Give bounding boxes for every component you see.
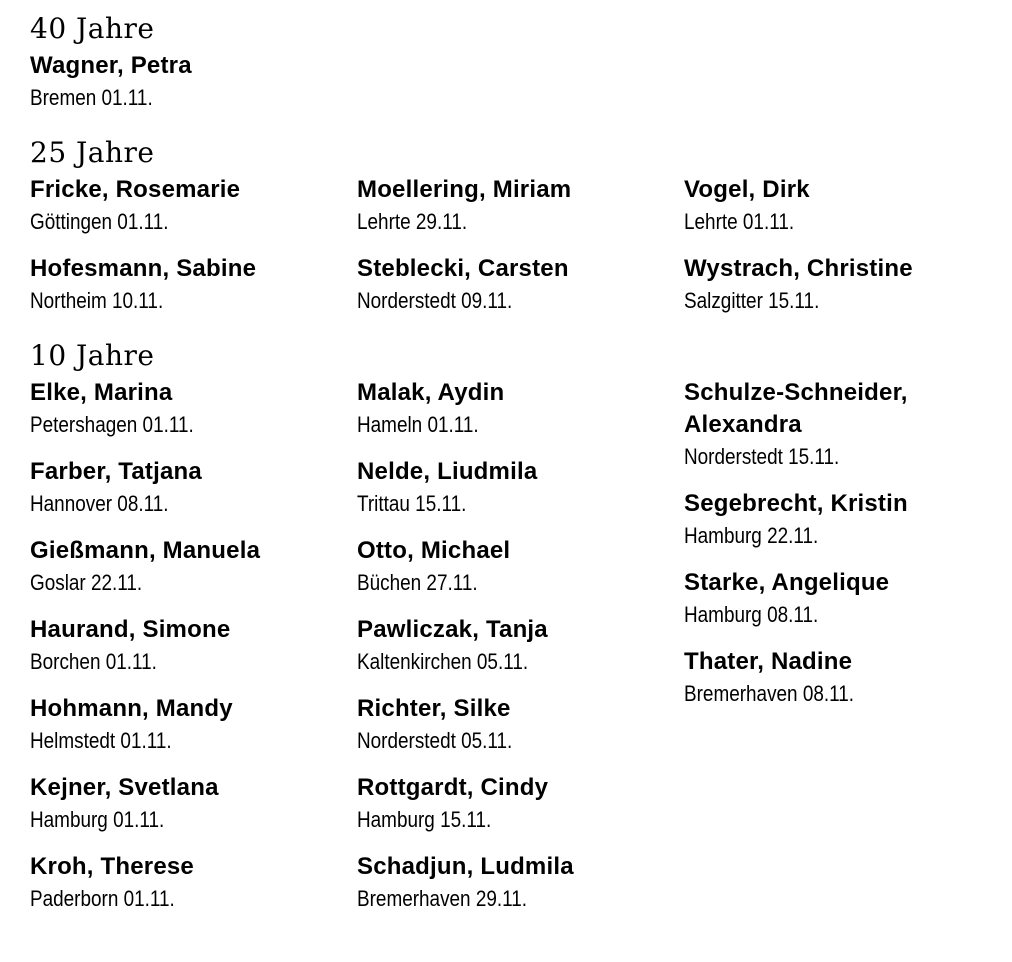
entry-place-date: Hamburg 08.11.: [684, 602, 819, 627]
entry: [357, 456, 684, 520]
entry-place-date: Norderstedt 15.11.: [684, 444, 840, 469]
entry-name: Hohmann, Mandy: [30, 695, 233, 722]
entry: [30, 253, 357, 317]
entries-column-3: [684, 377, 990, 915]
entry: [684, 377, 990, 473]
entry-place-date: Norderstedt 05.11.: [357, 728, 513, 753]
entry-place-date: Hamburg 15.11.: [357, 807, 492, 832]
entries-column-1: [30, 50, 357, 114]
entry-place-date: Bremen 01.11.: [30, 85, 153, 110]
entries-grid: [30, 377, 990, 915]
entry: [357, 693, 684, 757]
entries-column-2: [357, 174, 684, 317]
entry: [357, 772, 684, 836]
entry-place-date: Hamburg 01.11.: [30, 807, 165, 832]
entry: [357, 253, 684, 317]
entry: [357, 851, 684, 915]
section-10-jahre: [30, 339, 990, 915]
entry-name: Starke, Angelique: [684, 569, 890, 596]
entries-grid: [30, 174, 990, 317]
entry: [30, 693, 357, 757]
entry: [684, 174, 990, 238]
section-40-jahre: [30, 12, 990, 114]
entry-place-date: Borchen 01.11.: [30, 649, 157, 674]
section-title: 25 Jahre: [30, 136, 155, 169]
entry-name: Moellering, Miriam: [357, 176, 572, 203]
entry-name: Nelde, Liudmila: [357, 458, 538, 485]
section-title: 40 Jahre: [30, 12, 155, 45]
entry-place-date: Lehrte 29.11.: [357, 209, 468, 234]
entries-grid: [30, 50, 990, 114]
entry-name: Farber, Tatjana: [30, 458, 202, 485]
entry-place-date: Büchen 27.11.: [357, 570, 478, 595]
entry-name: Hofesmann, Sabine: [30, 255, 257, 282]
entry: [357, 535, 684, 599]
entry: [357, 174, 684, 238]
entries-column-3: [684, 174, 990, 317]
entry-place-date: Lehrte 01.11.: [684, 209, 795, 234]
entry-place-date: Göttingen 01.11.: [30, 209, 169, 234]
entry: [30, 456, 357, 520]
entry-name: Thater, Nadine: [684, 648, 853, 675]
entry-name: Malak, Aydin: [357, 379, 505, 406]
entry: [684, 253, 990, 317]
entry-place-date: Salzgitter 15.11.: [684, 288, 820, 313]
entry-place-date: Paderborn 01.11.: [30, 886, 175, 911]
entry-name: Schadjun, Ludmila: [357, 853, 574, 880]
entry-name: Vogel, Dirk: [684, 176, 810, 203]
entry: [30, 377, 357, 441]
entry-place-date: Goslar 22.11.: [30, 570, 143, 595]
entry-name: Schulze-Schneider, Alexandra: [684, 379, 908, 438]
entry-place-date: Helmstedt 01.11.: [30, 728, 172, 753]
entry-place-date: Trittau 15.11.: [357, 491, 467, 516]
entry-name: Haurand, Simone: [30, 616, 231, 643]
entry-place-date: Hannover 08.11.: [30, 491, 169, 516]
entry: [30, 772, 357, 836]
entries-column-1: [30, 174, 357, 317]
entry: [30, 174, 357, 238]
entry-place-date: Norderstedt 09.11.: [357, 288, 513, 313]
entry: [357, 614, 684, 678]
entry-name: Steblecki, Carsten: [357, 255, 569, 282]
entry-name: Gießmann, Manuela: [30, 537, 261, 564]
entry-name: Otto, Michael: [357, 537, 511, 564]
entry: [684, 567, 990, 631]
entry: [684, 488, 990, 552]
anniversary-list: [30, 12, 990, 937]
entry-name: Kejner, Svetlana: [30, 774, 219, 801]
entry-name: Pawliczak, Tanja: [357, 616, 548, 643]
entry: [684, 646, 990, 710]
entry-name: Segebrecht, Kristin: [684, 490, 908, 517]
section-25-jahre: [30, 136, 990, 317]
entry-name: Wagner, Petra: [30, 52, 192, 79]
entry-name: Kroh, Therese: [30, 853, 194, 880]
entry: [30, 614, 357, 678]
entries-column-2: [357, 377, 684, 915]
entry-place-date: Bremerhaven 29.11.: [357, 886, 528, 911]
entry-name: Richter, Silke: [357, 695, 511, 722]
entry-place-date: Hamburg 22.11.: [684, 523, 819, 548]
entry: [30, 535, 357, 599]
entry: [30, 851, 357, 915]
entry: [30, 50, 357, 114]
entry-name: Wystrach, Christine: [684, 255, 913, 282]
section-title: 10 Jahre: [30, 339, 155, 372]
entries-column-1: [30, 377, 357, 915]
entry-name: Rottgardt, Cindy: [357, 774, 549, 801]
entry: [357, 377, 684, 441]
entry-place-date: Bremerhaven 08.11.: [684, 681, 855, 706]
entry-name: Fricke, Rosemarie: [30, 176, 241, 203]
entry-name: Elke, Marina: [30, 379, 173, 406]
entry-place-date: Northeim 10.11.: [30, 288, 164, 313]
entry-place-date: Kaltenkirchen 05.11.: [357, 649, 529, 674]
entry-place-date: Hameln 01.11.: [357, 412, 479, 437]
entry-place-date: Petershagen 01.11.: [30, 412, 194, 437]
